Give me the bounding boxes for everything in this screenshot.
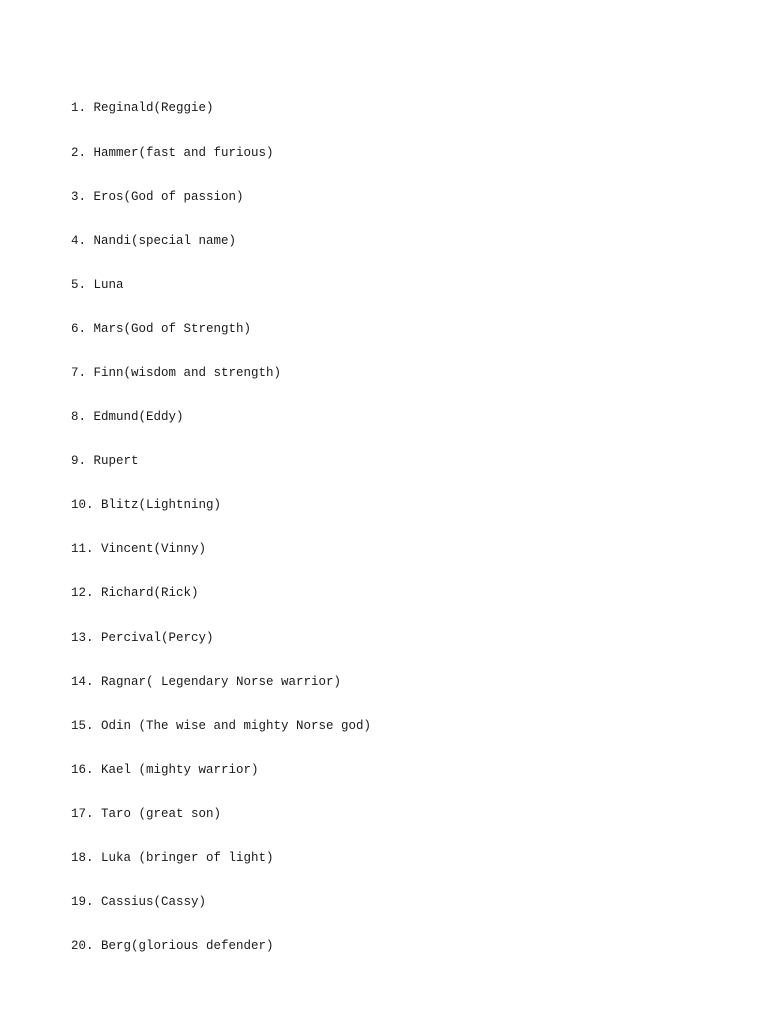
- list-item: 4. Nandi(special name): [71, 233, 237, 248]
- list-item: 8. Edmund(Eddy): [71, 410, 184, 425]
- list-item: 7. Finn(wisdom and strength): [71, 365, 282, 380]
- list-item: 19. Cassius(Cassy): [71, 895, 207, 910]
- name-list: [71, 72, 371, 983]
- list-item: 16. Kael (mighty warrior): [71, 762, 259, 777]
- list-item: 11. Vincent(Vinny): [71, 542, 207, 557]
- list-item: 10. Blitz(Lightning): [71, 498, 222, 513]
- list-item: 3. Eros(God of passion): [71, 189, 244, 204]
- list-item: 9. Rupert: [71, 454, 139, 469]
- list-item: 20. Berg(glorious defender): [71, 939, 274, 954]
- list-item: 12. Richard(Rick): [71, 586, 199, 601]
- list-item: 1. Reginald(Reggie): [71, 101, 214, 116]
- list-item: 14. Ragnar( Legendary Norse warrior): [71, 674, 342, 689]
- list-item: 18. Luka (bringer of light): [71, 851, 274, 865]
- list-item: 13. Percival(Percy): [71, 630, 214, 645]
- list-item: 17. Taro (great son): [71, 806, 222, 821]
- list-item: 5. Luna: [71, 277, 124, 292]
- list-item: 2. Hammer(fast and furious): [71, 145, 274, 160]
- list-item: 15. Odin (The wise and mighty Norse god): [71, 718, 372, 733]
- list-item: 6. Mars(God of Strength): [71, 321, 252, 336]
